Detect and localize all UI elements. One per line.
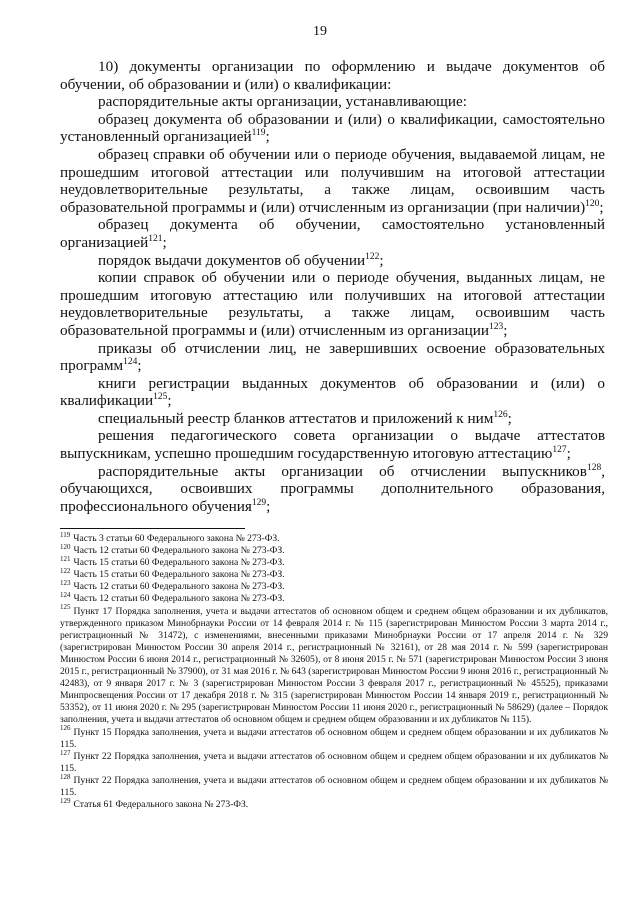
footnote-ref[interactable]: 120 — [585, 198, 600, 209]
footnote-ref[interactable]: 129 — [251, 497, 267, 508]
footnote-ref[interactable]: 127 — [552, 445, 567, 455]
footnote-number: 119 — [60, 530, 71, 539]
footnote-number: 129 — [60, 796, 71, 805]
footnote-number: 122 — [60, 567, 71, 576]
footnote-ref[interactable]: 126 — [493, 409, 508, 420]
footnote-number: 120 — [60, 542, 71, 551]
paragraph: книги регистрации выданных документов об образовании и (или) о квалификации$^{125}$; — [60, 374, 605, 410]
main-text — [60, 58, 605, 515]
footnote: $^{128}$ Пункт 22 Порядка заполнения, учета и выдачи аттестатов об основном общем и среднем общем образовании и их дубликатов № 115. — [60, 772, 608, 798]
footnotes — [60, 530, 608, 811]
footnote: $^{126}$ Пункт 15 Порядка заполнения, учета и выдачи аттестатов об основном общем и среднем общем образовании и их дубликатов № 115. — [60, 724, 608, 750]
footnote-ref[interactable]: 123 — [488, 321, 504, 332]
footnote: $^{124}$ Часть 12 статьи 60 Федерального закона № 273-ФЗ. — [60, 591, 285, 605]
paragraph: специальный реестр бланков аттестатов и приложений к ним$^{126}$; — [98, 409, 512, 427]
footnote-number: 128 — [60, 772, 71, 781]
footnote-number: 124 — [60, 591, 71, 600]
footnote-ref[interactable]: 125 — [153, 392, 168, 403]
footnote-number: 125 — [60, 603, 71, 612]
footnote-ref[interactable]: 128 — [586, 462, 602, 473]
footnote-number: 123 — [60, 579, 71, 588]
paragraph: образец документа об образовании и (или) о квалификации, самостоятельно установленный организацией$^{119}$; — [60, 110, 605, 146]
footnote: $^{125}$ Пункт 17 Порядка заполнения, учета и выдачи аттестатов об основном общем и среднем общем образовании и их дубликатов, утвержденного приказом Минобрнауки России от 14 февраля 2014 г. № 115 (зарегистрирован Минюстом России 3 марта 2014 г., регистрационный № 31472), с изменениями, внесенными приказами Минобрнауки России от 17 апреля 2014 г. № 329 (зарегистрирован Минюстом России 30 апреля 2014 г., регистрационный № 32161), от 28 мая 2014 г. № 599 (зарегистрирован Минюстом России 6 июня 2014 г., регистрационный № 32605), от 8 июня 2015 г. № 571 (зарегистрирован Минюстом России 3 июня 2015 г., регистрационный № 37900), от 31 мая 2016 г. № 643 (зарегистрирован Минюстом России 9 июня 2016 г., регистрационный № 42483), от 9 января 2017 г. № 3 (зарегистрирован Минюстом России 3 февраля 2017 г., регистрационный № 45525), приказами Минпросвещения России от 17 декабря 2018 г. № 315 (зарегистрирован Минюстом России 14 января 2019 г., регистрационный № 53352), от 11 июня 2020 г. № 295 (зарегистрирован Минюстом России 11 июня 2020 г., регистрационный № 58629) (далее – Порядок заполнения, учета и выдачи аттестатов об основном общем и среднем общем образовании и их дубликатов № 115). — [60, 603, 608, 726]
paragraph: приказы об отчислении лиц, не завершивших освоение образовательных программ$^{124}$; — [60, 339, 605, 375]
paragraph: распорядительные акты организации об отчислении выпускников$^{128}$, обучающихся, освоивших программы дополнительного образования, профессионального обучения$^{129}$; — [60, 462, 605, 515]
footnote: $^{119}$ Часть 3 статьи 60 Федерального закона № 273-ФЗ. — [60, 530, 280, 544]
paragraph: распорядительные акты организации, устанавливающие: — [98, 93, 467, 111]
footnote: $^{120}$ Часть 12 статьи 60 Федерального закона № 273-ФЗ. — [60, 542, 285, 557]
footnote-separator — [60, 528, 245, 529]
page-number: 19 — [313, 24, 327, 39]
paragraph: 10) документы организации по оформлению и выдаче документов об обучении, об образовании и (или) о квалификации: — [60, 58, 605, 93]
footnote-ref[interactable]: 119 — [251, 128, 266, 139]
footnote-number: 121 — [60, 555, 71, 563]
paragraph: порядок выдачи документов об обучении$^{122}$; — [98, 251, 384, 269]
footnote: $^{129}$ Статья 61 Федерального закона № 273-ФЗ. — [60, 796, 249, 811]
footnote: $^{123}$ Часть 12 статьи 60 Федерального закона № 273-ФЗ. — [60, 579, 285, 593]
footnote-ref[interactable]: 124 — [123, 357, 138, 368]
footnote: $^{122}$ Часть 15 статьи 60 Федерального закона № 273-ФЗ. — [60, 567, 285, 581]
footnote-number: 127 — [60, 748, 71, 757]
footnote: $^{121}$ Часть 15 статьи 60 Федерального закона № 273-ФЗ. — [60, 555, 285, 569]
paragraph: решения педагогического совета организации о выдаче аттестатов выпускникам, успешно прошедшим государственную итоговую аттестацию$^{127}$; — [60, 427, 605, 463]
footnote-ref[interactable]: 122 — [365, 251, 380, 262]
footnote-number: 126 — [60, 724, 71, 733]
footnote: $^{127}$ Пункт 22 Порядка заполнения, учета и выдачи аттестатов об основном общем и среднем общем образовании и их дубликатов № 115. — [60, 748, 608, 774]
footnote-ref[interactable]: 121 — [148, 233, 163, 244]
paragraph: образец справки об обучении или о периоде обучения, выдаваемой лицам, не прошедшим итоговой аттестации или получившим на итоговой аттестации неудовлетворительные результаты, а также лицам, освоившим часть образовательной программы и (или) отчисленным из организации (при наличии)$^{120}$; — [60, 145, 605, 216]
paragraph: копии справок об обучении или о периоде обучения, выданных лицам, не прошедшим итоговую аттестацию или получивших на итоговой аттестации неудовлетворительные результаты, а также лицам, освоившим часть образовательной программы и (или) отчисленным из организации$^{123}$; — [60, 269, 605, 339]
paragraph: образец документа об обучении, самостоятельно установленный организацией$^{121}$; — [60, 216, 605, 251]
